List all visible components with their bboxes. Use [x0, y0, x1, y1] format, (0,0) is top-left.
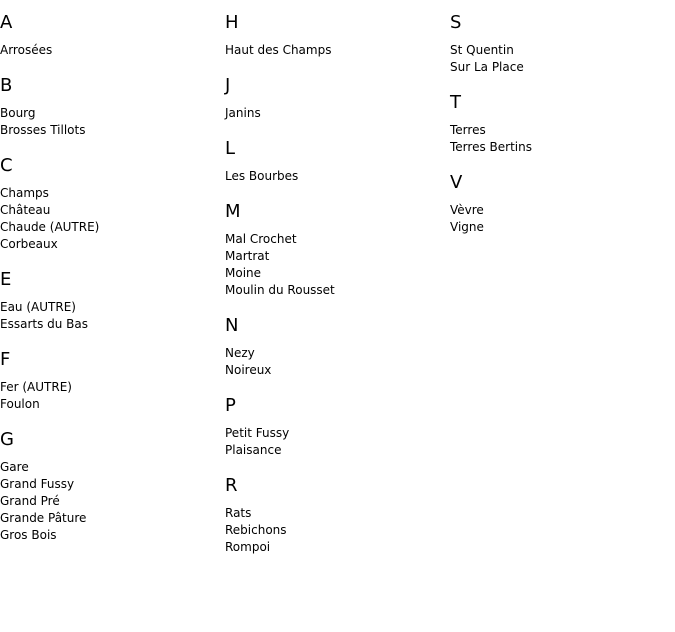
index-column-3 — [450, 0, 675, 252]
index-entry[interactable]: Noireux — [225, 363, 272, 377]
index-entry[interactable]: Nezy — [225, 346, 255, 360]
index-entry[interactable]: Moulin du Rousset — [225, 283, 335, 297]
index-entry[interactable]: Corbeaux — [0, 237, 58, 251]
letter-heading: G — [0, 429, 14, 450]
letter-heading: B — [0, 75, 13, 96]
entry-list — [225, 425, 450, 459]
index-entry[interactable]: Rebichons — [225, 523, 287, 537]
letter-group — [450, 12, 675, 76]
letter-heading: C — [0, 155, 13, 176]
index-entry[interactable]: Vèvre — [450, 203, 484, 217]
letter-group — [0, 155, 225, 253]
letter-heading: L — [225, 138, 236, 159]
index-entry[interactable]: Mal Crochet — [225, 232, 297, 246]
entry-list — [0, 459, 225, 544]
letter-group — [450, 92, 675, 156]
index-entry[interactable]: Fer (AUTRE) — [0, 380, 72, 394]
letter-heading: A — [0, 12, 13, 33]
index-entry[interactable]: Chaude (AUTRE) — [0, 220, 100, 234]
letter-heading: M — [225, 201, 241, 222]
index-entry[interactable]: Brosses Tillots — [0, 123, 86, 137]
entry-list — [450, 42, 675, 76]
index-entry[interactable]: Martrat — [225, 249, 270, 263]
letter-heading: P — [225, 395, 236, 416]
entry-list — [0, 185, 225, 253]
entry-list — [0, 299, 225, 333]
index-entry[interactable]: Gare — [0, 460, 29, 474]
letter-group — [225, 12, 450, 59]
entry-list — [0, 105, 225, 139]
letter-group — [225, 75, 450, 122]
entry-list — [225, 505, 450, 556]
letter-group — [225, 475, 450, 556]
letter-group — [0, 429, 225, 544]
letter-group — [450, 172, 675, 236]
letter-group — [0, 269, 225, 333]
letter-heading: V — [450, 172, 463, 193]
entry-list — [225, 231, 450, 299]
letter-heading: F — [0, 349, 11, 370]
entry-list — [225, 345, 450, 379]
letter-heading: J — [225, 75, 231, 96]
index-entry[interactable]: Grand Pré — [0, 494, 60, 508]
entry-list — [0, 379, 225, 413]
index-entry[interactable]: Champs — [0, 186, 49, 200]
index-entry[interactable]: Grande Pâture — [0, 511, 87, 525]
letter-heading: H — [225, 12, 239, 33]
index-entry[interactable]: Haut des Champs — [225, 43, 332, 57]
index-entry[interactable]: Château — [0, 203, 51, 217]
index-entry[interactable]: Les Bourbes — [225, 169, 299, 183]
index-entry[interactable]: Vigne — [450, 220, 484, 234]
index-entry[interactable]: Sur La Place — [450, 60, 524, 74]
letter-heading: E — [0, 269, 12, 290]
letter-group — [225, 138, 450, 185]
index-entry[interactable]: Rompoi — [225, 540, 271, 554]
letter-group — [225, 315, 450, 379]
entry-list — [450, 122, 675, 156]
letter-heading: S — [450, 12, 462, 33]
index-entry[interactable]: Grand Fussy — [0, 477, 75, 491]
letter-heading: N — [225, 315, 239, 336]
index-column-1 — [0, 0, 225, 560]
letter-group — [0, 75, 225, 139]
entry-list — [225, 105, 450, 122]
letter-heading: T — [450, 92, 461, 113]
index-column-2 — [225, 0, 450, 572]
index-entry[interactable]: Gros Bois — [0, 528, 57, 542]
index-entry[interactable]: Terres — [450, 123, 486, 137]
entry-list — [450, 202, 675, 236]
index-entry[interactable]: Bourg — [0, 106, 36, 120]
index-entry[interactable]: Foulon — [0, 397, 40, 411]
letter-heading: R — [225, 475, 238, 496]
index-entry[interactable]: Terres Bertins — [450, 140, 532, 154]
letter-group — [225, 201, 450, 299]
entry-list — [225, 168, 450, 185]
entry-list — [0, 42, 225, 59]
index-entry[interactable]: Moine — [225, 266, 262, 280]
index-entry[interactable]: St Quentin — [450, 43, 514, 57]
index-entry[interactable]: Petit Fussy — [225, 426, 290, 440]
index-entry[interactable]: Plaisance — [225, 443, 282, 457]
index-entry[interactable]: Arrosées — [0, 43, 53, 57]
entry-list — [225, 42, 450, 59]
index-entry[interactable]: Eau (AUTRE) — [0, 300, 76, 314]
index-entry[interactable]: Essarts du Bas — [0, 317, 89, 331]
letter-group — [225, 395, 450, 459]
index-entry[interactable]: Janins — [225, 106, 261, 120]
letter-group — [0, 12, 225, 59]
letter-group — [0, 349, 225, 413]
index-entry[interactable]: Rats — [225, 506, 252, 520]
